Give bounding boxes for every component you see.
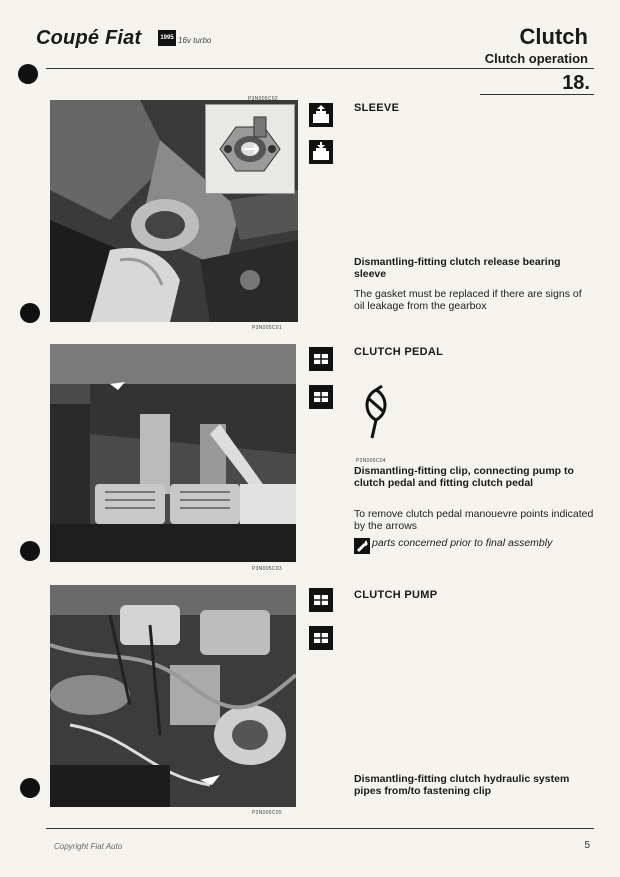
sleeve-inset-code: P3N005C02	[248, 96, 278, 102]
section-title: Clutch	[519, 24, 588, 49]
section-subtitle: Clutch operation	[484, 51, 588, 66]
grid-icon	[309, 588, 333, 612]
variant-label: 16v turbo	[178, 36, 212, 45]
page-number: 5	[584, 840, 590, 851]
clutch-pump-photo-code: P3N005C05	[252, 810, 282, 816]
section-number: 18.	[562, 72, 590, 94]
section-heading-clutch-pedal: CLUTCH PEDAL	[354, 346, 444, 358]
punch-hole-2	[20, 303, 40, 323]
sleeve-inset-photo	[205, 104, 295, 194]
punch-hole-4	[20, 778, 40, 798]
clutch-pedal-note: parts concerned prior to final assembly	[372, 537, 553, 549]
header-rule	[46, 68, 594, 69]
year-badge: 1995	[158, 30, 176, 46]
clip-diagram	[356, 384, 396, 440]
section-number-rule	[480, 94, 594, 95]
punch-hole-1	[18, 64, 38, 84]
footer-copyright: Copyright Fiat Auto	[54, 842, 123, 851]
section-heading-clutch-pump: CLUTCH PUMP	[354, 589, 438, 601]
sleeve-subheading: Dismantling-fitting clutch release bearing sleeve	[354, 256, 561, 280]
clutch-pump-photo	[50, 585, 296, 807]
grid-icon	[309, 385, 333, 409]
grid-icon	[309, 626, 333, 650]
refit-icon	[309, 140, 333, 164]
grid-icon	[309, 347, 333, 371]
clutch-pump-subheading: Dismantling-fitting clutch hydraulic system pipes from/to fastening clip	[354, 773, 570, 797]
footer-rule	[46, 828, 594, 829]
clutch-pedal-photo-code: P3N005C03	[252, 566, 282, 572]
clutch-pedal-body: To remove clutch pedal manouevre points indicated by the arrows	[354, 508, 594, 532]
grease-icon	[354, 538, 370, 554]
sleeve-photo-code: P3N005C01	[252, 325, 282, 331]
remove-icon	[309, 103, 333, 127]
punch-hole-3	[20, 541, 40, 561]
clutch-pedal-subheading: Dismantling-fitting clip, connecting pump to clutch pedal and fitting clutch pedal	[354, 465, 574, 489]
clip-diagram-code: P3N005C04	[356, 458, 386, 464]
section-heading-sleeve: SLEEVE	[354, 102, 400, 114]
clutch-pedal-photo	[50, 344, 296, 562]
brand-title: Coupé Fiat	[36, 27, 142, 49]
sleeve-body: The gasket must be replaced if there are signs of oil leakage from the gearbox	[354, 288, 582, 312]
